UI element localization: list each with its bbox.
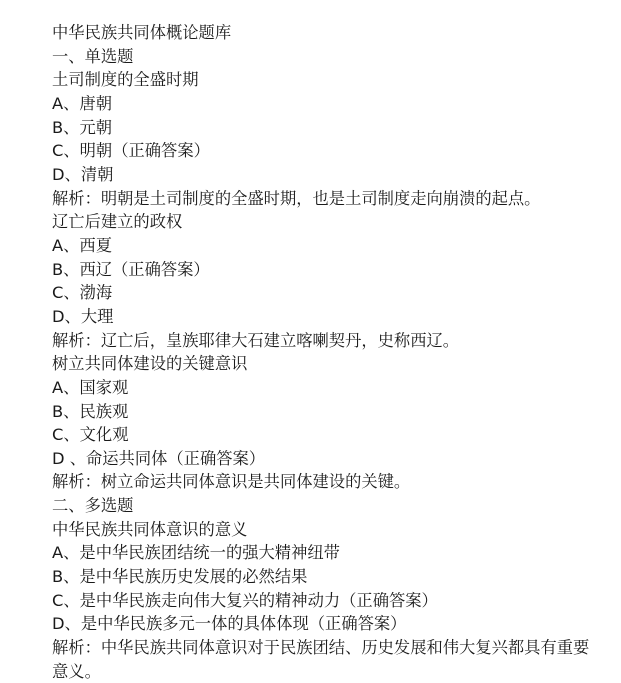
option-b: B、是中华民族历史发展的必然结果 [52,567,308,587]
question-text: 中华民族共同体意识的意义 [52,519,248,539]
analysis-text: 解析：明朝是土司制度的全盛时期，也是土司制度走向崩溃的起点。 [52,188,541,208]
option-c: C、文化观 [52,425,129,445]
question-block-3 [52,352,595,494]
option-a: A、唐朝 [52,93,112,113]
section-heading-single-choice: 一、单选题 [52,46,134,66]
option-b: B、民族观 [52,401,129,421]
option-a: A、西夏 [52,235,112,255]
option-d: D 、命运共同体（正确答案） [52,448,266,468]
analysis-text: 解析：树立命运共同体意识是共同体建设的关键。 [52,472,411,492]
option-d: D、清朝 [52,164,114,184]
document-title: 中华民族共同体概论题库 [52,23,232,42]
option-d: D、是中华民族多元一体的具体体现（正确答案） [52,614,407,634]
section-heading-multiple-choice: 二、多选题 [52,496,134,516]
option-b: B、元朝 [52,117,113,137]
option-c: C、明朝（正确答案） [52,141,210,161]
question-text: 树立共同体建设的关键意识 [52,354,248,374]
option-a: A、国家观 [52,377,129,397]
question-block-1 [52,68,595,210]
option-d: D、大理 [52,306,114,326]
option-b: B、西辽（正确答案） [52,259,210,279]
question-text: 土司制度的全盛时期 [52,70,199,90]
question-text: 辽亡后建立的政权 [52,212,183,232]
question-block-4 [52,518,595,683]
document-body [52,21,595,683]
analysis-text: 解析：辽亡后，皇族耶律大石建立喀喇契丹，史称西辽。 [52,330,460,350]
analysis-text: 解析：中华民族共同体意识对于民族团结、历史发展和伟大复兴都具有重要意义。 [52,638,590,681]
option-a: A、是中华民族团结统一的强大精神纽带 [52,543,340,563]
question-block-2 [52,210,595,352]
option-c: C、是中华民族走向伟大复兴的精神动力（正确答案） [52,590,438,610]
option-c: C、渤海 [52,283,113,303]
